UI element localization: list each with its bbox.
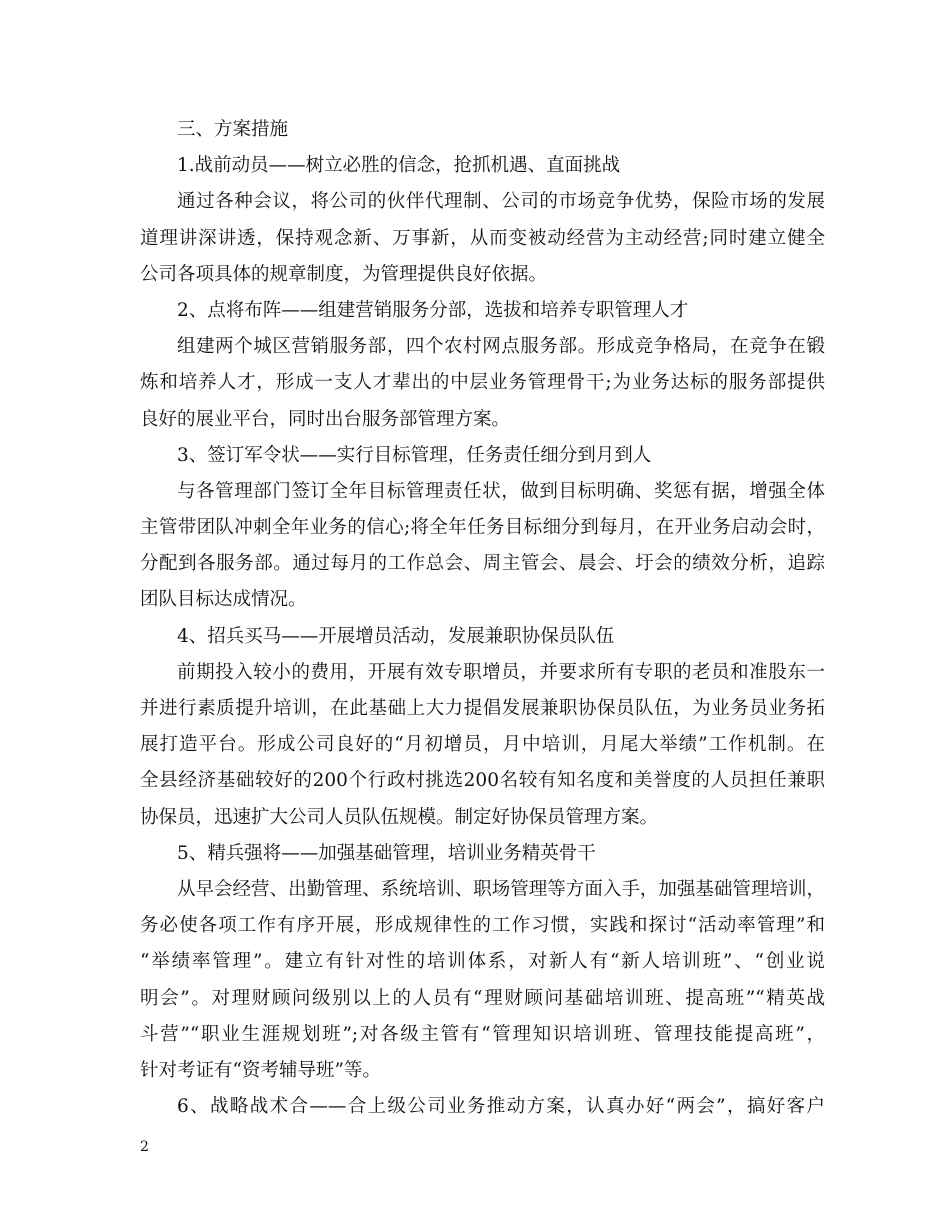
text-line: 3、签订军令状——实行目标管理，任务责任细分到月到人 — [177, 444, 652, 466]
text-line: “举绩率管理”。建立有针对性的培训体系，对新人有“新人培训班”、“创业说 — [140, 951, 825, 973]
text-line: 三、方案措施 — [177, 119, 289, 140]
text-line: 展打造平台。形成公司良好的“月初增员，月中培训，月尾大举绩”工作机制。在 — [140, 734, 825, 756]
text-line: 并进行素质提升培训，在此基础上大力提倡发展兼职协保员队伍，为业务员业务拓 — [140, 698, 825, 719]
document-body — [140, 112, 825, 1125]
text-line: 公司各项具体的规章制度，为管理提供良好依据。 — [140, 263, 548, 285]
text-line: 团队目标达成情况。 — [140, 589, 307, 611]
text-line: 针对考证有“资考辅导班”等。 — [140, 1059, 381, 1081]
text-line: 全县经济基础较好的200个行政村挑选200名较有知名度和美誉度的人员担任兼职 — [140, 770, 825, 792]
text-line: 分配到各服务部。通过每月的工作总会、周主管会、晨会、圩会的绩效分析，追踪 — [140, 553, 825, 575]
text-line: 斗营”“职业生涯规划班”;对各级主管有“管理知识培训班、管理技能提高班”， — [140, 1023, 825, 1045]
text-line: 良好的展业平台，同时出台服务部管理方案。 — [140, 408, 511, 430]
text-line: 务必使各项工作有序开展，形成规律性的工作习惯，实践和探讨“活动率管理”和 — [140, 915, 825, 937]
text-line: 协保员，迅速扩大公司人员队伍规模。制定好协保员管理方案。 — [140, 806, 659, 828]
text-line: 主管带团队冲刺全年业务的信心;将全年任务目标细分到每月，在开业务启动会时， — [140, 517, 825, 539]
text-line: 2、点将布阵——组建营销服务分部，选拔和培养专职管理人才 — [177, 299, 689, 321]
text-line: 前期投入较小的费用，开展有效专职增员，并要求所有专职的老员和准股东一 — [177, 661, 825, 683]
text-line: 6、战略战术合——合上级公司业务推动方案，认真办好“两会”，搞好客户 — [177, 1096, 825, 1118]
text-line: 组建两个城区营销服务部，四个农村网点服务部。形成竞争格局，在竞争在锻 — [177, 336, 825, 358]
text-line: 与各管理部门签订全年目标管理责任状，做到目标明确、奖惩有据，增强全体 — [177, 480, 825, 502]
text-line: 5、精兵强将——加强基础管理，培训业务精英骨干 — [177, 842, 596, 864]
page-number: 2 — [140, 1139, 149, 1155]
text-line: 4、招兵买马——开展增员活动，发展兼职协保员队伍 — [177, 625, 615, 647]
text-line: 道理讲深讲透，保持观念新、万事新，从而变被动经营为主动经营;同时建立健全 — [140, 227, 825, 249]
text-line: 通过各种会议，将公司的伙伴代理制、公司的市场竞争优势，保险市场的发展 — [177, 191, 825, 213]
text-line: 炼和培养人才，形成一支人才辈出的中层业务管理骨干;为业务达标的服务部提供 — [140, 372, 825, 394]
text-line: 从早会经营、出勤管理、系统培训、职场管理等方面入手，加强基础管理培训， — [177, 878, 825, 900]
text-line: 1.战前动员——树立必胜的信念，抢抓机遇、直面挑战 — [177, 155, 621, 177]
text-line: 明会”。对理财顾问级别以上的人员有“理财顾问基础培训班、提高班”“精英战 — [140, 987, 825, 1009]
